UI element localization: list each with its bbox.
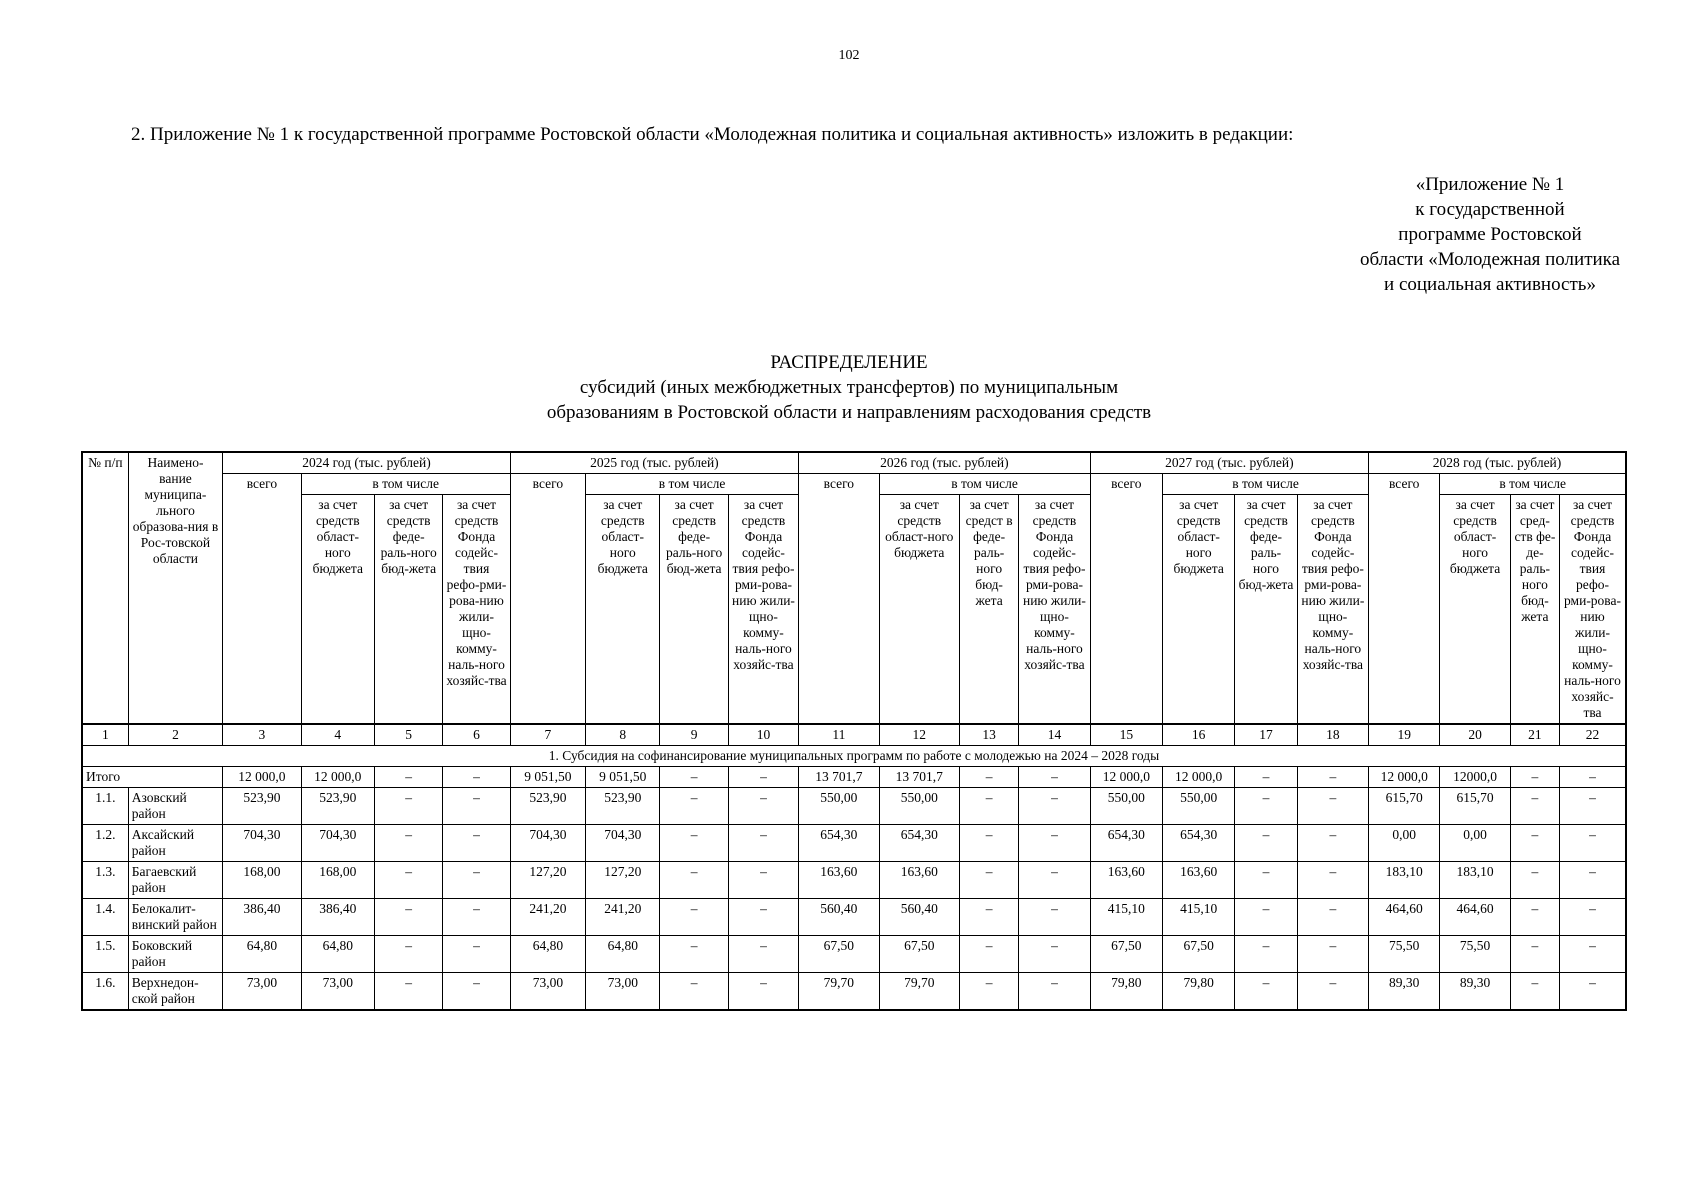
value-cell: 64,80 [223, 936, 301, 973]
value-cell: 560,40 [879, 899, 959, 936]
value-cell: 704,30 [223, 825, 301, 862]
value-cell: 67,50 [1163, 936, 1235, 973]
row-number: 1.2. [82, 825, 128, 862]
value-cell: 127,20 [510, 862, 585, 899]
value-cell: 75,50 [1440, 936, 1510, 973]
value-cell: – [443, 788, 510, 825]
value-cell: 415,10 [1090, 899, 1162, 936]
value-cell: – [1297, 936, 1368, 973]
value-cell: – [728, 936, 798, 973]
header-housing-fund: за счет средств Фонда содейс-твия рефо-рми-рова-нию жили-щно-комму-наль-ного хозяйс-тва [1019, 495, 1090, 725]
header-federal-budget: за счет средств феде-раль-ного бюд-жета [660, 495, 728, 725]
total-value-cell: – [1019, 767, 1090, 788]
table-row [82, 936, 1626, 973]
municipality-name: Белокалит-винский район [128, 899, 222, 936]
value-cell: 79,80 [1163, 973, 1235, 1011]
value-cell: 64,80 [301, 936, 374, 973]
header-row-years [82, 452, 1626, 474]
total-value-cell: 9 051,50 [586, 767, 660, 788]
value-cell: – [1235, 973, 1297, 1011]
value-cell: 75,50 [1369, 936, 1440, 973]
document-title: РАСПРЕДЕЛЕНИЕ [770, 352, 928, 373]
header-regional-budget: за счет средств област-ного бюджета [1440, 495, 1510, 725]
value-cell: – [959, 825, 1018, 862]
total-value-cell: – [374, 767, 442, 788]
value-cell: – [959, 899, 1018, 936]
table-row [82, 899, 1626, 936]
value-cell: – [660, 899, 728, 936]
header-total: всего [1369, 474, 1440, 725]
value-cell: 523,90 [586, 788, 660, 825]
header-including: в том числе [879, 474, 1090, 495]
value-cell: – [374, 899, 442, 936]
column-number: 1 [82, 724, 128, 746]
value-cell: 89,30 [1369, 973, 1440, 1011]
value-cell: – [959, 862, 1018, 899]
value-cell: 560,40 [799, 899, 879, 936]
column-number: 3 [223, 724, 301, 746]
municipality-name: Боковский район [128, 936, 222, 973]
value-cell: – [1019, 825, 1090, 862]
value-cell: – [1560, 825, 1626, 862]
appendix-line: к государственной [1415, 199, 1565, 220]
value-cell: – [1019, 973, 1090, 1011]
column-number: 9 [660, 724, 728, 746]
value-cell: 241,20 [586, 899, 660, 936]
header-year: 2026 год (тыс. рублей) [799, 452, 1090, 474]
value-cell: 654,30 [799, 825, 879, 862]
value-cell: – [443, 862, 510, 899]
value-cell: – [1297, 788, 1368, 825]
value-cell: 386,40 [223, 899, 301, 936]
intro-text: 2. Приложение № 1 к государственной программе Ростовской области «Молодежная политика и социальная активность» изложить в редакции: [131, 124, 1294, 145]
column-number: 20 [1440, 724, 1510, 746]
value-cell: – [1297, 825, 1368, 862]
appendix-line: области «Молодежная политика [1359, 249, 1621, 270]
value-cell: – [1510, 862, 1559, 899]
value-cell: – [1019, 862, 1090, 899]
row-number: 1.5. [82, 936, 128, 973]
total-value-cell: 12 000,0 [301, 767, 374, 788]
header-total: всего [799, 474, 879, 725]
value-cell: 67,50 [1090, 936, 1162, 973]
total-row [82, 767, 1626, 788]
value-cell: 183,10 [1369, 862, 1440, 899]
column-number: 10 [728, 724, 798, 746]
row-number: 1.3. [82, 862, 128, 899]
value-cell: 67,50 [879, 936, 959, 973]
total-value-cell: 13 701,7 [879, 767, 959, 788]
document-title-block [0, 350, 1698, 425]
total-value-cell: 13 701,7 [799, 767, 879, 788]
value-cell: – [1510, 825, 1559, 862]
value-cell: 523,90 [223, 788, 301, 825]
value-cell: – [1235, 899, 1297, 936]
value-cell: 73,00 [223, 973, 301, 1011]
value-cell: 415,10 [1163, 899, 1235, 936]
value-cell: 386,40 [301, 899, 374, 936]
value-cell: – [660, 936, 728, 973]
header-including: в том числе [1163, 474, 1369, 495]
value-cell: – [660, 973, 728, 1011]
total-value-cell: – [1235, 767, 1297, 788]
column-number: 11 [799, 724, 879, 746]
header-total: всего [1090, 474, 1162, 725]
section-title: 1. Субсидия на софинансирование муниципальных программ по работе с молодежью на 2024 – 2028 годы [82, 746, 1626, 767]
value-cell: – [728, 899, 798, 936]
document-subtitle-line: субсидий (иных межбюджетных трансфертов) по муниципальным [579, 377, 1119, 398]
value-cell: – [959, 788, 1018, 825]
header-regional-budget: за счет средств област-ного бюджета [1163, 495, 1235, 725]
value-cell: 163,60 [799, 862, 879, 899]
value-cell: 464,60 [1369, 899, 1440, 936]
value-cell: – [1235, 825, 1297, 862]
value-cell: 89,30 [1440, 973, 1510, 1011]
column-number: 16 [1163, 724, 1235, 746]
value-cell: – [728, 862, 798, 899]
value-cell: 168,00 [301, 862, 374, 899]
table-row [82, 973, 1626, 1011]
total-value-cell: – [1510, 767, 1559, 788]
value-cell: 550,00 [879, 788, 959, 825]
value-cell: – [1560, 788, 1626, 825]
total-value-cell: 12 000,0 [223, 767, 301, 788]
value-cell: 654,30 [1163, 825, 1235, 862]
column-number: 6 [443, 724, 510, 746]
value-cell: – [1297, 862, 1368, 899]
header-number: № п/п [82, 452, 128, 724]
header-housing-fund: за счет средств Фонда содейс-твия рефо-рми-рова-нию жили-щно-комму-наль-ного хозяйс-тва [1297, 495, 1368, 725]
total-value-cell: – [728, 767, 798, 788]
total-value-cell: – [660, 767, 728, 788]
total-value-cell: 9 051,50 [510, 767, 585, 788]
appendix-line: и социальная активность» [1384, 274, 1596, 295]
value-cell: – [1510, 788, 1559, 825]
appendix-line: «Приложение № 1 [1415, 174, 1565, 195]
value-cell: – [1560, 862, 1626, 899]
header-federal-budget: за счет сред-ств фе-де-раль-ного бюд-жета [1510, 495, 1559, 725]
column-number-row [82, 724, 1626, 746]
table-row [82, 862, 1626, 899]
column-number: 17 [1235, 724, 1297, 746]
column-number: 5 [374, 724, 442, 746]
municipality-name: Аксайский район [128, 825, 222, 862]
value-cell: 615,70 [1369, 788, 1440, 825]
value-cell: – [1560, 973, 1626, 1011]
value-cell: – [1019, 936, 1090, 973]
page-number: 102 [838, 48, 860, 63]
value-cell: 523,90 [301, 788, 374, 825]
row-number: 1.4. [82, 899, 128, 936]
value-cell: – [374, 973, 442, 1011]
value-cell: – [959, 973, 1018, 1011]
value-cell: – [728, 825, 798, 862]
header-year: 2027 год (тыс. рублей) [1090, 452, 1368, 474]
value-cell: – [1235, 788, 1297, 825]
column-number: 18 [1297, 724, 1368, 746]
header-regional-budget: за счет средств област-ного бюджета [586, 495, 660, 725]
value-cell: 163,60 [879, 862, 959, 899]
column-number: 4 [301, 724, 374, 746]
header-total: всего [223, 474, 301, 725]
value-cell: – [728, 788, 798, 825]
value-cell: – [443, 973, 510, 1011]
total-value-cell: 12000,0 [1440, 767, 1510, 788]
value-cell: 168,00 [223, 862, 301, 899]
column-number: 19 [1369, 724, 1440, 746]
column-number: 7 [510, 724, 585, 746]
value-cell: – [374, 825, 442, 862]
total-value-cell: 12 000,0 [1090, 767, 1162, 788]
value-cell: 550,00 [1163, 788, 1235, 825]
table-row [82, 788, 1626, 825]
value-cell: 163,60 [1090, 862, 1162, 899]
header-including: в том числе [301, 474, 510, 495]
header-year: 2024 год (тыс. рублей) [223, 452, 510, 474]
total-label: Итого [82, 767, 223, 788]
value-cell: – [1235, 862, 1297, 899]
value-cell: 73,00 [301, 973, 374, 1011]
header-federal-budget: за счет средств феде-раль-ного бюд-жета [374, 495, 442, 725]
value-cell: – [1510, 973, 1559, 1011]
value-cell: – [1297, 899, 1368, 936]
value-cell: – [1560, 936, 1626, 973]
column-number: 12 [879, 724, 959, 746]
value-cell: 79,80 [1090, 973, 1162, 1011]
header-municipality: Наимено-вание муниципа-льного образова-ния в Рос-товской области [128, 452, 222, 724]
value-cell: 67,50 [799, 936, 879, 973]
total-value-cell: – [443, 767, 510, 788]
value-cell: – [374, 862, 442, 899]
value-cell: 704,30 [586, 825, 660, 862]
value-cell: 550,00 [1090, 788, 1162, 825]
column-number: 15 [1090, 724, 1162, 746]
value-cell: 127,20 [586, 862, 660, 899]
header-housing-fund: за счет средств Фонда содейс-твия рефо-рми-рова-нию жили-щно-комму-наль-ного хозяйс-тва [728, 495, 798, 725]
distribution-table [81, 451, 1627, 1011]
value-cell: 704,30 [510, 825, 585, 862]
header-including: в том числе [1440, 474, 1626, 495]
header-row-groups [82, 474, 1626, 495]
header-year: 2028 год (тыс. рублей) [1369, 452, 1626, 474]
header-regional-budget: за счет средств област-ного бюджета [301, 495, 374, 725]
municipality-name: Багаевский район [128, 862, 222, 899]
municipality-name: Азовский район [128, 788, 222, 825]
value-cell: 64,80 [586, 936, 660, 973]
value-cell: 550,00 [799, 788, 879, 825]
value-cell: 704,30 [301, 825, 374, 862]
appendix-line: программе Ростовской [1398, 224, 1582, 245]
header-federal-budget: за счет средст в феде-раль-ного бюд-жета [959, 495, 1018, 725]
value-cell: – [443, 899, 510, 936]
column-number: 14 [1019, 724, 1090, 746]
value-cell: 0,00 [1369, 825, 1440, 862]
total-value-cell: – [1560, 767, 1626, 788]
column-number: 21 [1510, 724, 1559, 746]
value-cell: – [660, 825, 728, 862]
table-row [82, 825, 1626, 862]
value-cell: – [728, 973, 798, 1011]
value-cell: – [660, 862, 728, 899]
header-housing-fund: за счет средств Фонда содейс-твия рефо-рми-рова-нию жили-щно-комму-наль-ного хозяйс-тва [1560, 495, 1626, 725]
row-number: 1.1. [82, 788, 128, 825]
total-value-cell: 12 000,0 [1369, 767, 1440, 788]
document-subtitle-line: образованиям в Ростовской области и направлениям расходования средств [546, 402, 1152, 423]
value-cell: 163,60 [1163, 862, 1235, 899]
total-value-cell: – [1297, 767, 1368, 788]
value-cell: – [1560, 899, 1626, 936]
value-cell: – [1235, 936, 1297, 973]
header-year: 2025 год (тыс. рублей) [510, 452, 798, 474]
header-including: в том числе [586, 474, 799, 495]
value-cell: – [1510, 936, 1559, 973]
column-number: 13 [959, 724, 1018, 746]
value-cell: – [1019, 899, 1090, 936]
value-cell: 615,70 [1440, 788, 1510, 825]
value-cell: 79,70 [879, 973, 959, 1011]
column-number: 22 [1560, 724, 1626, 746]
appendix-reference [1320, 172, 1660, 297]
value-cell: 654,30 [1090, 825, 1162, 862]
header-regional-budget: за счет средств област-ного бюджета [879, 495, 959, 725]
value-cell: – [374, 936, 442, 973]
value-cell: 73,00 [586, 973, 660, 1011]
section-row [82, 746, 1626, 767]
value-cell: 79,70 [799, 973, 879, 1011]
value-cell: 73,00 [510, 973, 585, 1011]
municipality-name: Верхнедон-ской район [128, 973, 222, 1011]
value-cell: – [443, 936, 510, 973]
header-housing-fund: за счет средств Фонда содейс-твия рефо-рми-рова-нию жили-щно-комму-наль-ного хозяйс-тва [443, 495, 510, 725]
row-number: 1.6. [82, 973, 128, 1011]
column-number: 8 [586, 724, 660, 746]
value-cell: – [660, 788, 728, 825]
value-cell: 0,00 [1440, 825, 1510, 862]
header-federal-budget: за счет средств феде-раль-ного бюд-жета [1235, 495, 1297, 725]
value-cell: 523,90 [510, 788, 585, 825]
value-cell: – [374, 788, 442, 825]
value-cell: – [443, 825, 510, 862]
column-number: 2 [128, 724, 222, 746]
value-cell: – [959, 936, 1018, 973]
value-cell: – [1019, 788, 1090, 825]
value-cell: 464,60 [1440, 899, 1510, 936]
header-total: всего [510, 474, 585, 725]
value-cell: 64,80 [510, 936, 585, 973]
total-value-cell: 12 000,0 [1163, 767, 1235, 788]
value-cell: 654,30 [879, 825, 959, 862]
total-value-cell: – [959, 767, 1018, 788]
value-cell: – [1297, 973, 1368, 1011]
value-cell: 241,20 [510, 899, 585, 936]
value-cell: – [1510, 899, 1559, 936]
value-cell: 183,10 [1440, 862, 1510, 899]
